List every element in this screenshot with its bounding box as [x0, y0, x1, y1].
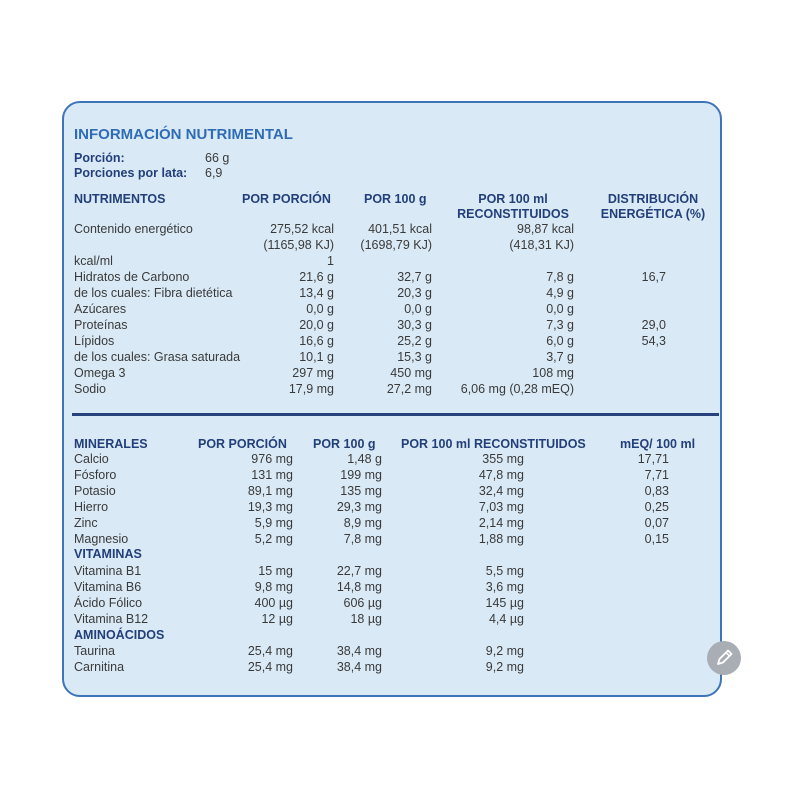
vitamin-portion: 15 mg: [258, 564, 293, 578]
mineral-100g: 135 mg: [340, 484, 382, 498]
mineral-name: Potasio: [74, 484, 116, 498]
mineral-meq: 7,71: [644, 468, 669, 482]
minerals-header-meq: mEQ/ 100 ml: [620, 437, 696, 451]
amino-acid-100ml: 9,2 mg: [485, 644, 524, 658]
portion-value: 66 g: [205, 151, 230, 165]
nutrient-name: de los cuales: Fibra dietética: [74, 286, 233, 300]
mineral-100g: 199 mg: [340, 468, 382, 482]
nutrient-name: Hidratos de Carbono: [74, 270, 190, 284]
nutrient-name: de los cuales: Grasa saturada: [74, 350, 241, 364]
mineral-100g: 1,48 g: [347, 452, 382, 466]
mineral-100ml: 1,88 mg: [478, 532, 524, 546]
mineral-name: Calcio: [74, 452, 109, 466]
mineral-portion: 5,9 mg: [254, 516, 293, 530]
nutrient-distribution: 16,7: [641, 270, 666, 284]
mineral-100g: 7,8 mg: [343, 532, 382, 546]
nutrient-name: kcal/ml: [74, 254, 113, 268]
nutrient-portion: 275,52 kcal: [270, 222, 334, 236]
mineral-100ml: 2,14 mg: [478, 516, 524, 530]
mineral-meq: 0,83: [644, 484, 669, 498]
nutrient-name: Sodio: [74, 382, 106, 396]
mineral-name: Fósforo: [74, 468, 117, 482]
nutrients-header-100ml: POR 100 ml: [478, 192, 548, 206]
vitamin-100g: 18 µg: [350, 612, 382, 626]
nutrients-header-portion: POR PORCIÓN: [242, 192, 331, 206]
mineral-portion: 89,1 mg: [247, 484, 293, 498]
mineral-portion: 5,2 mg: [254, 532, 293, 546]
mineral-portion: 131 mg: [251, 468, 293, 482]
nutrient-100ml: 98,87 kcal: [517, 222, 574, 236]
minerals-header-100g: POR 100 g: [313, 437, 376, 451]
mineral-meq: 0,15: [644, 532, 669, 546]
nutrient-100g: 30,3 g: [397, 318, 432, 332]
portions-per-can-value: 6,9: [205, 166, 223, 180]
amino-acid-100ml: 9,2 mg: [485, 660, 524, 674]
mineral-meq: 0,25: [644, 500, 669, 514]
minerals-header-portion: POR PORCIÓN: [198, 437, 287, 451]
amino-acids-heading: AMINOÁCIDOS: [74, 628, 165, 642]
nutrient-portion: 1: [327, 254, 334, 268]
vitamin-100ml: 145 µg: [485, 596, 524, 610]
mineral-100g: 8,9 mg: [343, 516, 382, 530]
nutrient-100ml: (418,31 KJ): [509, 238, 574, 252]
vitamin-name: Vitamina B12: [74, 612, 149, 626]
amino-acid-name: Carnitina: [74, 660, 125, 674]
amino-acid-100g: 38,4 mg: [336, 660, 382, 674]
amino-acid-name: Taurina: [74, 644, 115, 658]
nutrient-100g: (1698,79 KJ): [360, 238, 432, 252]
nutrient-name: Omega 3: [74, 366, 126, 380]
nutrition-panel: [62, 101, 722, 697]
vitamin-portion: 400 µg: [254, 596, 293, 610]
vitamins-heading: VITAMINAS: [74, 547, 142, 561]
nutrient-portion: 20,0 g: [299, 318, 334, 332]
mineral-name: Magnesio: [74, 532, 129, 546]
nutrient-100ml: 4,9 g: [546, 286, 574, 300]
nutrient-100ml: 108 mg: [532, 366, 574, 380]
nutrient-100ml: 6,0 g: [546, 334, 574, 348]
nutrient-name: Azúcares: [74, 302, 127, 316]
nutrient-100ml: 7,8 g: [546, 270, 574, 284]
mineral-100ml: 355 mg: [482, 452, 524, 466]
nutrient-100g: 450 mg: [390, 366, 432, 380]
nutrient-portion: 10,1 g: [299, 350, 334, 364]
vitamin-portion: 12 µg: [261, 612, 293, 626]
nutrient-portion: 297 mg: [292, 366, 334, 380]
nutrients-header-distribution-sub: ENERGÉTICA (%): [600, 207, 706, 221]
nutrient-distribution: 29,0: [641, 318, 666, 332]
nutrient-100g: 27,2 mg: [386, 382, 432, 396]
mineral-meq: 17,71: [637, 452, 669, 466]
vitamin-100g: 606 µg: [343, 596, 382, 610]
vitamin-100g: 22,7 mg: [336, 564, 382, 578]
mineral-100ml: 32,4 mg: [478, 484, 524, 498]
nutrient-distribution: 54,3: [641, 334, 666, 348]
nutrient-portion: (1165,98 KJ): [263, 238, 334, 252]
mineral-portion: 19,3 mg: [247, 500, 293, 514]
mineral-name: Zinc: [74, 516, 98, 530]
nutrient-name: Proteínas: [74, 318, 128, 332]
vitamin-name: Ácido Fólico: [74, 596, 143, 610]
mineral-portion: 976 mg: [251, 452, 293, 466]
nutrients-header-100ml-sub: RECONSTITUIDOS: [457, 207, 569, 221]
amino-acid-portion: 25,4 mg: [247, 660, 293, 674]
nutrient-100g: 20,3 g: [397, 286, 432, 300]
mineral-100ml: 7,03 mg: [478, 500, 524, 514]
edit-button[interactable]: [707, 641, 741, 675]
mineral-meq: 0,07: [644, 516, 669, 530]
vitamin-100g: 14,8 mg: [336, 580, 382, 594]
vitamin-name: Vitamina B1: [74, 564, 142, 578]
nutrient-name: Contenido energético: [74, 222, 193, 236]
nutrient-100ml: 3,7 g: [546, 350, 574, 364]
nutrient-100g: 32,7 g: [397, 270, 432, 284]
minerals-header-name: MINERALES: [74, 437, 148, 451]
vitamin-100ml: 3,6 mg: [485, 580, 524, 594]
page-title: INFORMACIÓN NUTRIMENTAL: [74, 126, 293, 143]
amino-acid-portion: 25,4 mg: [247, 644, 293, 658]
mineral-100g: 29,3 mg: [336, 500, 382, 514]
nutrient-portion: 13,4 g: [299, 286, 334, 300]
amino-acid-100g: 38,4 mg: [336, 644, 382, 658]
nutrient-portion: 16,6 g: [299, 334, 334, 348]
nutrient-100ml: 0,0 g: [546, 302, 574, 316]
nutrient-100g: 15,3 g: [397, 350, 432, 364]
vitamin-name: Vitamina B6: [74, 580, 142, 594]
mineral-name: Hierro: [74, 500, 109, 514]
minerals-header-100ml: POR 100 ml RECONSTITUIDOS: [401, 437, 586, 451]
nutrients-header-100g: POR 100 g: [364, 192, 427, 206]
nutrient-portion: 0,0 g: [306, 302, 334, 316]
nutrient-100g: 401,51 kcal: [368, 222, 432, 236]
nutrient-100ml: 6,06 mg (0,28 mEQ): [460, 382, 574, 396]
nutrient-portion: 21,6 g: [299, 270, 334, 284]
portions-per-can-label: Porciones por lata:: [74, 166, 188, 180]
vitamin-100ml: 5,5 mg: [485, 564, 524, 578]
nutrient-100g: 0,0 g: [404, 302, 432, 316]
nutrients-header-distribution: DISTRIBUCIÓN: [607, 192, 699, 206]
vitamin-100ml: 4,4 µg: [488, 612, 524, 626]
nutrients-header-name: NUTRIMENTOS: [74, 192, 166, 206]
vitamin-portion: 9,8 mg: [254, 580, 293, 594]
nutrient-name: Lípidos: [74, 334, 115, 348]
nutrient-portion: 17,9 mg: [288, 382, 334, 396]
portion-label: Porción:: [74, 151, 125, 165]
nutrient-100ml: 7,3 g: [546, 318, 574, 332]
section-divider: [72, 413, 719, 416]
pencil-icon: [707, 641, 741, 675]
mineral-100ml: 47,8 mg: [478, 468, 524, 482]
nutrient-100g: 25,2 g: [397, 334, 432, 348]
